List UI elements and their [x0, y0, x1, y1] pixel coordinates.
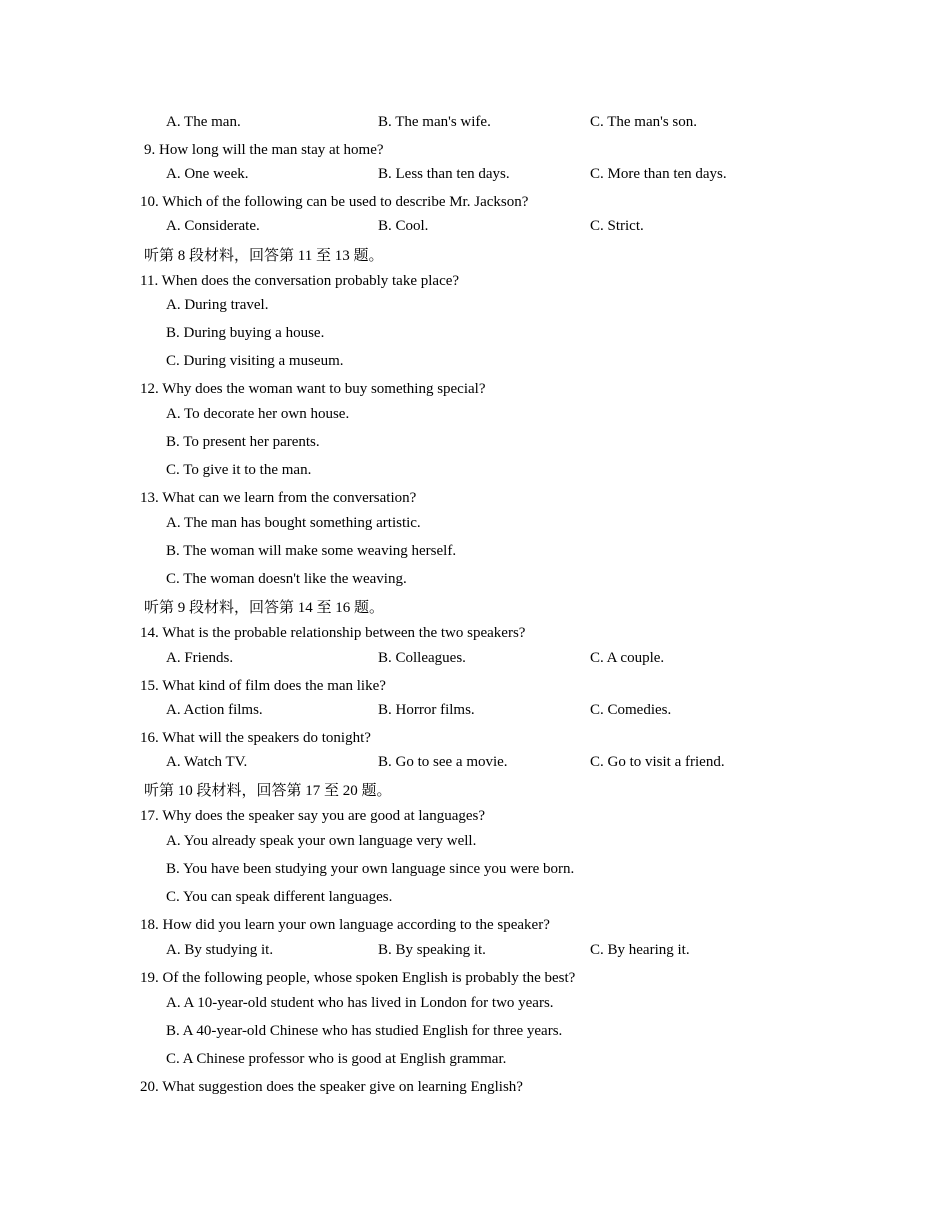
- q10-option-c: C. Strict.: [590, 218, 644, 234]
- q15-option-c: C. Comedies.: [590, 702, 672, 718]
- q12-option-b: B. To present her parents.: [166, 434, 320, 450]
- q17-option-b: B. You have been studying your own language since you were born.: [166, 861, 575, 877]
- q15-option-b: B. Horror films.: [378, 702, 475, 718]
- q15-option-a: A. Action films.: [166, 702, 263, 718]
- q19-option-b: B. A 40-year-old Chinese who has studied English for three years.: [166, 1023, 563, 1039]
- q8-option-b: B. The man's wife.: [378, 114, 491, 130]
- q17-option-c: C. You can speak different languages.: [166, 889, 393, 905]
- q10-option-a: A. Considerate.: [166, 218, 260, 234]
- q19-option-a: A. A 10-year-old student who has lived in London for two years.: [166, 995, 554, 1011]
- q9-option-a: A. One week.: [166, 166, 249, 182]
- q17-option-a: A. You already speak your own language very well.: [166, 833, 477, 849]
- question-9: 9. How long will the man stay at home?: [144, 142, 384, 158]
- q11-option-b: B. During buying a house.: [166, 325, 325, 341]
- q12-option-c: C. To give it to the man.: [166, 462, 312, 478]
- q16-option-c: C. Go to visit a friend.: [590, 754, 725, 770]
- question-18: 18. How did you learn your own language according to the speaker?: [140, 917, 550, 933]
- q14-option-b: B. Colleagues.: [378, 650, 466, 666]
- question-12: 12. Why does the woman want to buy something special?: [140, 381, 486, 397]
- question-11: 11. When does the conversation probably take place?: [140, 273, 460, 289]
- q13-option-c: C. The woman doesn't like the weaving.: [166, 571, 407, 587]
- q16-option-a: A. Watch TV.: [166, 754, 248, 770]
- question-10: 10. Which of the following can be used to describe Mr. Jackson?: [140, 194, 529, 210]
- section-heading-9: 听第 9 段材料，回答第 14 至 16 题。: [144, 600, 385, 616]
- q14-option-a: A. Friends.: [166, 650, 234, 666]
- q18-option-b: B. By speaking it.: [378, 942, 486, 958]
- q8-option-a: A. The man.: [166, 114, 241, 130]
- q9-option-b: B. Less than ten days.: [378, 166, 510, 182]
- q14-option-c: C. A couple.: [590, 650, 665, 666]
- q11-option-c: C. During visiting a museum.: [166, 353, 344, 369]
- question-20: 20. What suggestion does the speaker give on learning English?: [140, 1079, 523, 1095]
- question-14: 14. What is the probable relationship between the two speakers?: [140, 625, 526, 641]
- q18-option-c: C. By hearing it.: [590, 942, 690, 958]
- q8-option-c: C. The man's son.: [590, 114, 698, 130]
- question-19: 19. Of the following people, whose spoken English is probably the best?: [140, 970, 576, 986]
- q19-option-c: C. A Chinese professor who is good at English grammar.: [166, 1051, 507, 1067]
- q11-option-a: A. During travel.: [166, 297, 269, 313]
- q12-option-a: A. To decorate her own house.: [166, 406, 350, 422]
- q16-option-b: B. Go to see a movie.: [378, 754, 508, 770]
- q18-option-a: A. By studying it.: [166, 942, 274, 958]
- section-heading-10: 听第 10 段材料，回答第 17 至 20 题。: [144, 783, 392, 799]
- question-16: 16. What will the speakers do tonight?: [140, 730, 371, 746]
- q13-option-a: A. The man has bought something artistic.: [166, 515, 421, 531]
- question-15: 15. What kind of film does the man like?: [140, 678, 386, 694]
- q13-option-b: B. The woman will make some weaving herself.: [166, 543, 457, 559]
- question-17: 17. Why does the speaker say you are good at languages?: [140, 808, 486, 824]
- question-13: 13. What can we learn from the conversation?: [140, 490, 417, 506]
- q10-option-b: B. Cool.: [378, 218, 429, 234]
- q9-option-c: C. More than ten days.: [590, 166, 727, 182]
- section-heading-8: 听第 8 段材料，回答第 11 至 13 题。: [144, 248, 384, 264]
